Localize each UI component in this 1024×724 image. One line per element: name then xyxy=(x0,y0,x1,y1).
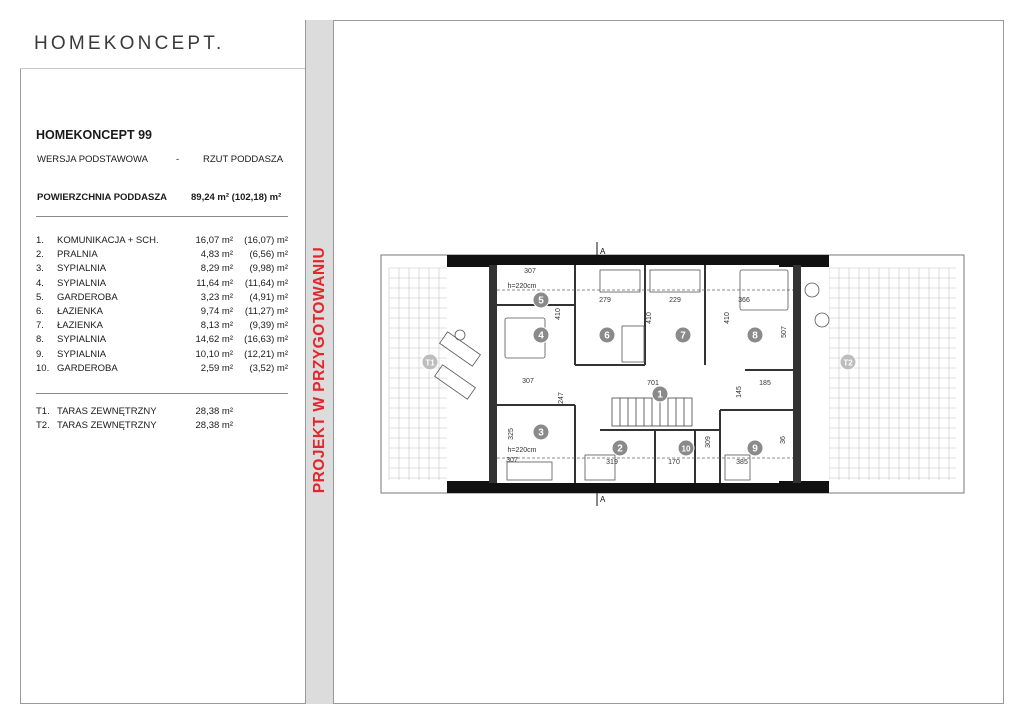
dimension-label: 185 xyxy=(759,380,771,387)
dimension-label: 325 xyxy=(508,428,515,440)
room-area2: (12,21) m² xyxy=(244,348,288,360)
dimension-label: 36 xyxy=(780,436,787,444)
dimension-label: h=220cm xyxy=(507,447,537,454)
dimension-label: 229 xyxy=(669,297,681,304)
dimension-label: 410 xyxy=(646,312,653,324)
status-banner: PROJEKT W PRZYGOTOWANIU xyxy=(311,246,328,494)
dimension-label: 279 xyxy=(599,297,611,304)
room-area2: (6,56) m² xyxy=(249,249,288,261)
room-name: SYPIALNIA xyxy=(57,334,107,346)
dimension-label: 145 xyxy=(736,386,743,398)
terrace-num: T2. xyxy=(36,419,50,431)
project-title: HOMEKONCEPT 99 xyxy=(36,128,152,142)
room-name: ŁAZIENKA xyxy=(57,306,103,317)
wall-left xyxy=(489,265,497,483)
room-area: 8,29 m² xyxy=(200,263,233,275)
terrace-t2-grid xyxy=(829,268,956,480)
room-area: 2,59 m² xyxy=(200,362,233,374)
room-marker-label: 5 xyxy=(538,295,544,307)
room-area2: (11,27) m² xyxy=(244,306,288,317)
room-marker-label: 1 xyxy=(657,389,663,401)
dimension-label: 307 xyxy=(522,378,534,385)
room-name: ŁAZIENKA xyxy=(57,320,103,332)
room-name: GARDEROBA xyxy=(57,291,118,303)
room-area: 10,10 m² xyxy=(195,348,233,360)
dimension-label: 307 xyxy=(506,457,518,464)
room-marker-label: 8 xyxy=(752,330,758,342)
room-area2: (3,52) m² xyxy=(249,362,288,374)
room-marker-label: T1 xyxy=(425,358,435,368)
section-mark-bottom: A xyxy=(600,495,606,504)
room-area2: (9,39) m² xyxy=(249,320,288,332)
room-marker-label: 2 xyxy=(617,443,623,455)
dimension-label: 507 xyxy=(781,326,788,338)
room-area: 8,13 m² xyxy=(200,320,233,332)
room-area: 4,83 m² xyxy=(200,249,233,261)
dimension-label: 309 xyxy=(705,436,712,448)
section-mark-top: A xyxy=(600,247,606,256)
dimension-label: 410 xyxy=(555,308,562,320)
room-marker-label: 4 xyxy=(538,330,544,342)
room-name: SYPIALNIA xyxy=(57,348,107,360)
total-area-label: POWIERZCHNIA PODDASZA xyxy=(37,192,168,203)
dimension-label: 247 xyxy=(558,392,565,404)
wall-corner xyxy=(779,481,829,493)
room-area2: (4,91) m² xyxy=(249,291,288,303)
wall-corner xyxy=(779,255,829,267)
room-area: 14,62 m² xyxy=(195,334,233,346)
terrace-area: 28,38 m² xyxy=(195,406,233,417)
room-num: 4. xyxy=(36,277,44,289)
dimension-label: 307 xyxy=(524,268,536,275)
wall-bottom xyxy=(447,483,829,493)
dimension-label: h=220cm xyxy=(507,283,537,290)
dimension-label: 319 xyxy=(606,459,618,466)
room-num: 10. xyxy=(36,362,50,374)
room-num: 1. xyxy=(36,235,44,246)
room-area: 3,23 m² xyxy=(200,291,233,303)
room-area: 16,07 m² xyxy=(195,235,233,246)
dimension-label: 170 xyxy=(668,459,680,466)
room-marker-label: 6 xyxy=(604,330,610,342)
room-name: KOMUNIKACJA + SCH. xyxy=(57,235,159,246)
dimension-label: 410 xyxy=(724,312,731,324)
view-label: RZUT PODDASZA xyxy=(203,154,284,165)
room-num: 9. xyxy=(36,348,44,360)
wall-top xyxy=(447,255,829,265)
room-name: SYPIALNIA xyxy=(57,263,107,275)
room-marker-label: 3 xyxy=(538,427,544,439)
room-area2: (16,07) m² xyxy=(244,235,288,246)
total-area-value: 89,24 m² (102,18) m² xyxy=(191,192,282,203)
dimension-label: 366 xyxy=(738,297,750,304)
terrace-name: TARAS ZEWNĘTRZNY xyxy=(57,419,157,431)
room-num: 5. xyxy=(36,291,44,303)
room-num: 6. xyxy=(36,306,44,317)
room-name: SYPIALNIA xyxy=(57,277,107,289)
version-label: WERSJA PODSTAWOWA xyxy=(37,154,149,165)
dimension-label: 385 xyxy=(736,459,748,466)
room-num: 7. xyxy=(36,320,44,332)
room-area: 11,64 m² xyxy=(196,277,233,289)
house-footprint xyxy=(447,255,829,493)
room-num: 8. xyxy=(36,334,44,346)
separator-dash: - xyxy=(176,154,180,165)
wall-right xyxy=(793,265,801,483)
dimension-label: 701 xyxy=(647,380,659,387)
room-area2: (11,64) m² xyxy=(244,277,288,289)
room-marker-label: 9 xyxy=(752,443,758,455)
brand-logo: HOMEKONCEPT. xyxy=(34,33,225,54)
terrace-num: T1. xyxy=(36,406,50,417)
terrace-area: 28,38 m² xyxy=(195,419,233,431)
room-num: 3. xyxy=(36,263,44,275)
room-name: GARDEROBA xyxy=(57,362,118,374)
room-area: 9,74 m² xyxy=(200,306,233,317)
room-name: PRALNIA xyxy=(57,249,98,261)
room-marker-label: T2 xyxy=(843,358,853,368)
terrace-name: TARAS ZEWNĘTRZNY xyxy=(57,406,157,417)
room-area2: (9,98) m² xyxy=(249,263,288,275)
terrace-t1-grid xyxy=(389,268,447,480)
room-marker-label: 7 xyxy=(680,330,686,342)
room-area2: (16,63) m² xyxy=(244,334,288,346)
room-marker-label: 10 xyxy=(681,444,691,454)
room-num: 2. xyxy=(36,249,44,261)
